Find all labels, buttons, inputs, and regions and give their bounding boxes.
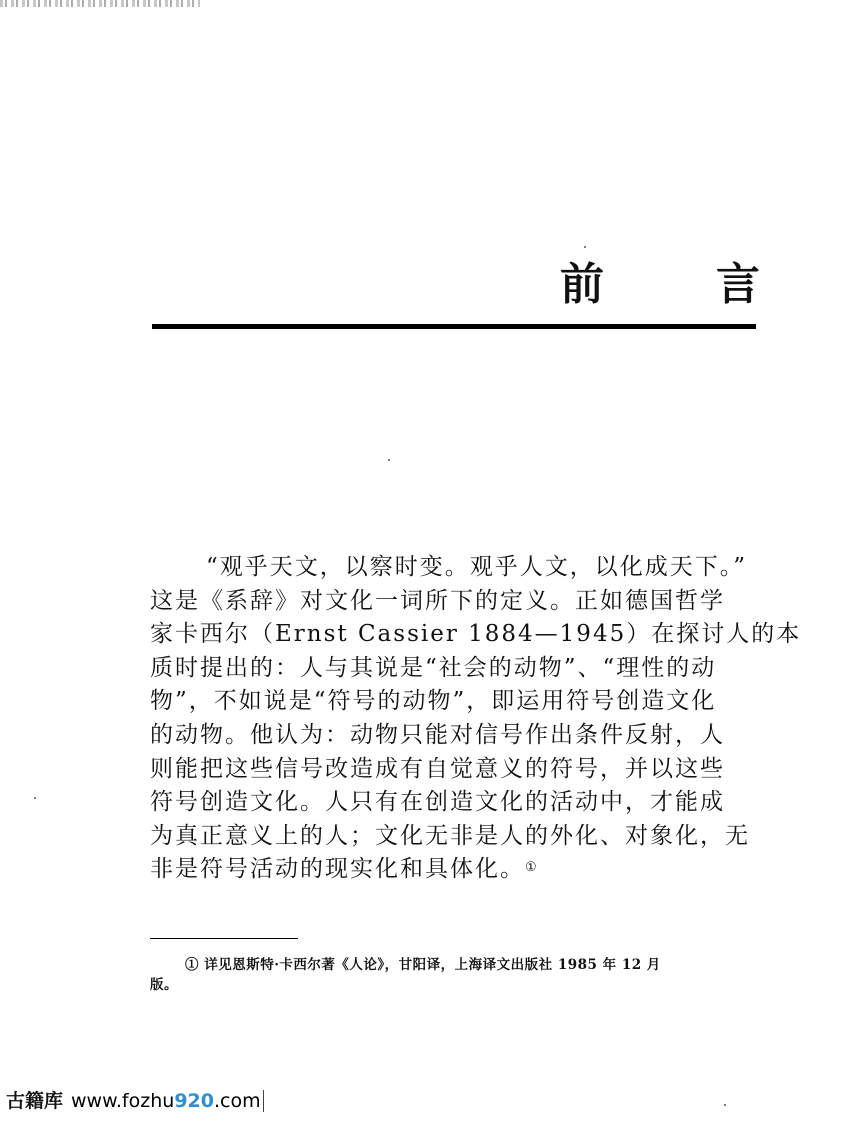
body-line: 为真正意义上的人；文化无非是人的外化、对象化，无 bbox=[150, 822, 750, 849]
body-line: 的动物。他认为：动物只能对信号作出条件反射，人 bbox=[150, 721, 725, 748]
body-paragraph bbox=[150, 551, 802, 887]
watermark-url bbox=[71, 1086, 261, 1116]
site-watermark bbox=[6, 1086, 264, 1116]
chapter-title-char-1: 前 bbox=[560, 259, 604, 310]
footnote-line: 版。 bbox=[150, 977, 178, 993]
body-line: 质时提出的：人与其说是“社会的动物”、“理性的动 bbox=[150, 654, 717, 681]
watermark-brand: 古籍库 bbox=[6, 1090, 64, 1112]
footnote-line: ① 详见恩斯特·卡西尔著《人论》，甘阳译，上海译文出版社 1985 年 12 月 bbox=[185, 957, 661, 973]
body-line-text: 非是符号活动的现实化和具体化。 bbox=[150, 856, 525, 883]
footnote bbox=[150, 955, 755, 995]
title-rule bbox=[152, 324, 756, 329]
body-line: 则能把这些信号改造成有自觉意义的符号，并以这些 bbox=[150, 755, 725, 782]
footnote-marker: ① bbox=[525, 860, 539, 876]
body-line: “观乎天文，以察时变。观乎人文，以化成天下。” bbox=[206, 554, 748, 580]
chapter-title bbox=[560, 255, 760, 315]
body-line-last bbox=[150, 853, 750, 887]
watermark-divider bbox=[263, 1090, 264, 1112]
body-line: 家卡西尔（Ernst Cassier 1884—1945）在探讨人的本 bbox=[150, 621, 802, 648]
watermark-url-prefix: www.fozhu bbox=[71, 1090, 175, 1112]
scan-artifact-top bbox=[0, 0, 200, 7]
body-line: 这是《系辞》对文化一词所下的定义。正如德国哲学 bbox=[150, 587, 725, 614]
body-line: 符号创造文化。人只有在创造文化的活动中，才能成 bbox=[150, 789, 725, 816]
body-line: 物”，不如说是“符号的动物”，即运用符号创造文化 bbox=[150, 688, 717, 715]
scan-speck bbox=[724, 1104, 726, 1106]
scan-speck bbox=[584, 246, 586, 248]
footnote-rule bbox=[150, 938, 298, 939]
scan-speck bbox=[34, 797, 36, 799]
watermark-url-accent: 920 bbox=[174, 1090, 214, 1112]
chapter-title-char-2: 言 bbox=[716, 259, 760, 310]
watermark-url-suffix: .com bbox=[213, 1090, 261, 1112]
scan-speck bbox=[388, 459, 390, 461]
